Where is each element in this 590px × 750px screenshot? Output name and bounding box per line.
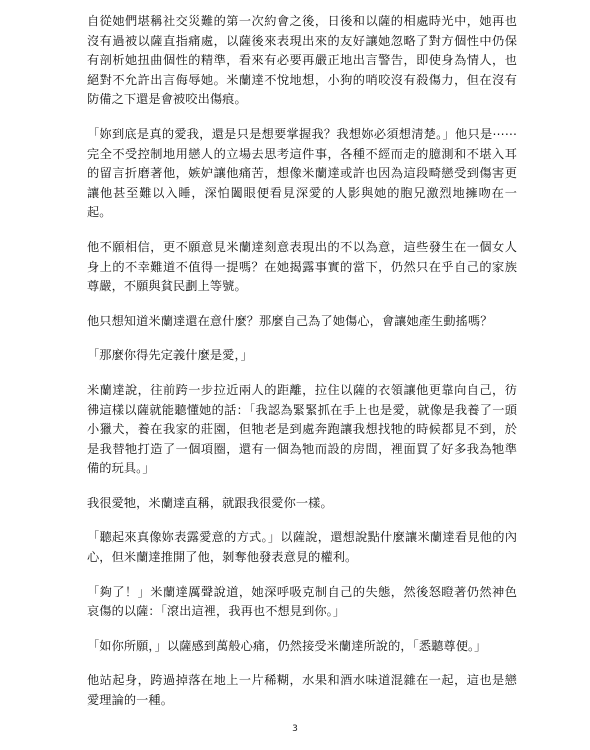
paragraph-10: 「如你所願，」以薩感到萬般心痛，仍然接受米蘭達所說的，「悉聽尊便。」 <box>87 638 487 653</box>
paragraph-gap <box>87 656 517 671</box>
paragraph-5: 「那麼你得先定義什麼是愛，」 <box>87 348 253 363</box>
paragraph-gap <box>87 622 517 637</box>
paragraph-7: 我很愛牠，米蘭達直稱，就跟我很愛你一樣。 <box>87 495 333 510</box>
paragraph-gap <box>87 513 517 528</box>
paragraph-gap <box>87 110 517 125</box>
page-number: 3 <box>292 724 298 734</box>
paragraph-4: 他只想知道米蘭達還在意什麼？那麼自己為了她傷心，會讓她產生動搖嗎？ <box>87 313 493 328</box>
paragraph-11: 他站起身，跨過掉落在地上一片稀糊，水果和酒水味道混雜在一起，這也是戀愛理論的一種。 <box>87 673 517 708</box>
paragraph-3: 他不願相信，更不願意見米蘭達刻意表現出的不以為意，這些發生在一個女人身上的不幸難道不值得一提嗎？在她揭露事實的當下，仍然只在乎自己的家族尊嚴，不願與貧民劃上等號。 <box>87 239 517 294</box>
document-body <box>87 12 517 711</box>
paragraph-gap <box>87 568 517 583</box>
paragraph-9: 「夠了！」米蘭達厲聲說道，她深呼吸克制自己的失態，然後怒瞪著仍然神色哀傷的以薩：「滾出這裡，我再也不想見到你。」 <box>87 584 517 619</box>
paragraph-6: 米蘭達說，往前跨一步拉近兩人的距離，拉住以薩的衣領讓他更靠向自己，彷彿這樣以薩就能聽懂她的話：「我認為緊緊抓在手上也是愛，就像是我養了一頭小獵犬，養在我家的莊園，但牠老是到處奔跑讓我想找牠的時候都見不到，於是我替牠打造了一個項圈，還有一個為牠而設的房間，裡面買了好多我為牠準備的玩具。」 <box>87 382 517 476</box>
paragraph-gap <box>87 297 517 312</box>
paragraph-8: 「聽起來真像妳表露愛意的方式。」以薩說，還想說點什麼讓米蘭達看見他的內心，但米蘭達推開了他，剝奪他發表意見的權利。 <box>87 530 517 565</box>
paragraph-gap <box>87 223 517 238</box>
paragraph-gap <box>87 331 517 346</box>
paragraph-1: 自從她們堪稱社交災難的第一次約會之後，日後和以薩的相處時光中，她再也沒有過被以薩直指痛處，以薩後來表現出來的友好讓她忽略了對方個性中仍保有剖析她扭曲個性的精準，看來有必要再嚴正地出言警告，即使身為情人，也絕對不允許出言侮辱她。米蘭達不悅地想，小狗的哨咬沒有殺傷力，但在沒有防備之下還是會被咬出傷痕。 <box>87 14 517 107</box>
paragraph-gap <box>87 366 517 381</box>
paragraph-gap <box>87 479 517 494</box>
paragraph-2: 「妳到底是真的愛我，還是只是想要掌握我？我想妳必須想清楚。」他只是⋯⋯完全不受控制地用戀人的立場去思考這件事，各種不經而走的臆測和不堪入耳的留言折磨著他，嫉妒讓他痛苦，想像米蘭達或許也因為這段畸戀受到傷害更讓他甚至難以入睡，深怕闔眼便看見深愛的人影與她的胞兄激烈地擁吻在一起。 <box>87 126 517 220</box>
